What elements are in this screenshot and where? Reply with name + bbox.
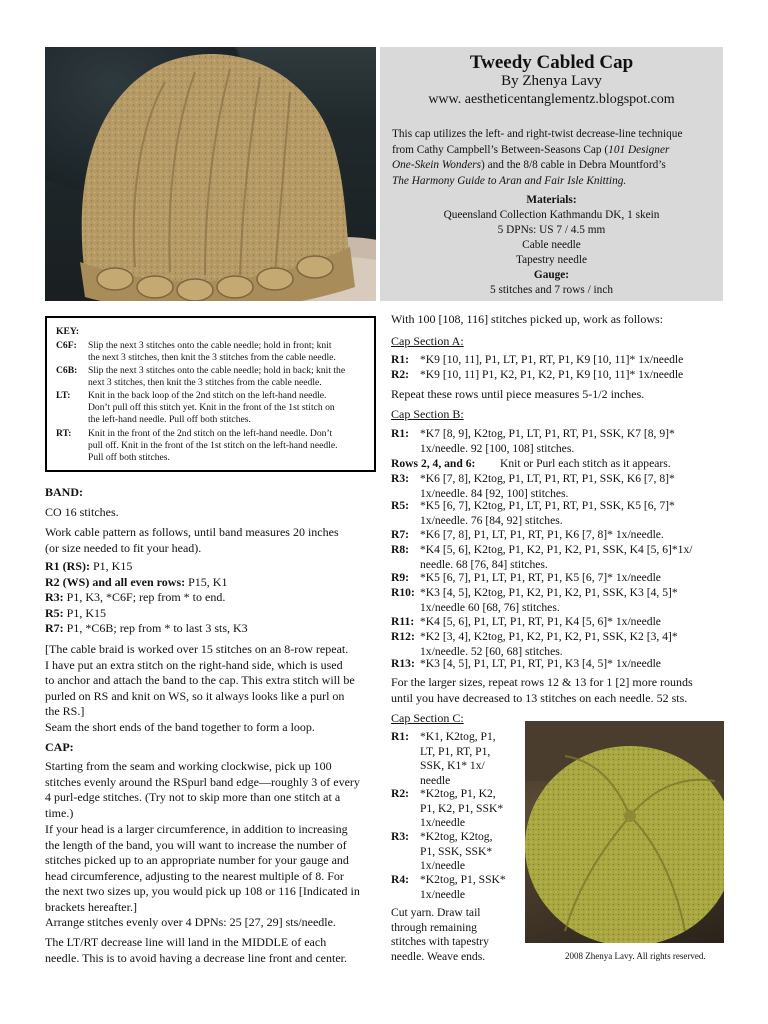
text-line: the next two sizes up, you would pick up 108 or 116 [Indicated in <box>45 884 360 898</box>
row-line: 1x/needle <box>420 887 466 901</box>
row-line: 1x/needle <box>420 816 466 829</box>
intro-book-title: One-Skein Wonders <box>392 159 481 171</box>
row-label: R5: <box>45 605 64 620</box>
blog-url[interactable]: www. aestheticentanglementz.blogspot.com <box>428 92 675 107</box>
row-text: Knit or Purl each stitch as it appears. <box>500 457 671 470</box>
intro-book-title: 101 Designer <box>608 143 670 156</box>
key-abbr: LT: <box>56 390 71 401</box>
row-text <box>420 787 520 831</box>
key-item-c6b <box>56 365 371 389</box>
row-text <box>420 471 675 501</box>
text-line: time.) <box>45 805 74 820</box>
row-text: P1, K15 <box>63 605 107 620</box>
row-line: *K2 [3, 4], K2tog, P1, K2, P1, K2, P1, SSK, K2 [3, 4]* <box>420 630 678 643</box>
row-label: R2: <box>391 787 410 800</box>
text-line: For the larger sizes, repeat rows 12 & 13 for 1 [2] more rounds <box>391 675 693 689</box>
material-item: 5 DPNs: US 7 / 4.5 mm <box>497 224 606 236</box>
row-label: R7: <box>391 528 410 541</box>
row-line: *K4 [5, 6], K2tog, P1, K2, P1, K2, P1, SSK, K4 [5, 6]*1x/ <box>420 543 693 556</box>
key-line: Slip the next 3 stitches onto the cable needle; hold in back; knit the <box>88 365 346 376</box>
band-note <box>45 642 378 720</box>
pattern-title: Tweedy Cabled Cap <box>469 52 634 73</box>
text-line: stitches picked up to an appropriate number for your gauge and <box>45 853 349 867</box>
key-line: Knit in the front of the 2nd stitch on the left-hand needle. Don’t <box>88 428 333 439</box>
row-text <box>420 498 675 528</box>
text-line: Cut yarn. Draw tail <box>391 906 481 919</box>
row-label: R1: <box>391 353 410 366</box>
row-text <box>420 585 678 615</box>
band-instructions <box>45 525 378 556</box>
finish-note <box>391 906 521 964</box>
row-line: SSK, K1* 1x/ <box>420 759 485 772</box>
row-label: R4: <box>391 873 410 886</box>
cap-photo-crown <box>525 721 724 943</box>
row-text: *K9 [10, 11] P1, K2, P1, K2, P1, K9 [10, 11]* 1x/needle <box>420 368 684 381</box>
row-line: P1, K2, P1, SSK* <box>420 801 504 815</box>
text-line: If your head is a larger circumference, in addition to increasing <box>45 822 348 836</box>
section-c-heading: Cap Section C: <box>391 711 464 725</box>
key-line: pull off. Knit in the front of the 1st stitch on the left-hand needle. <box>88 440 338 452</box>
text-line: until you have decreased to 13 stitches on each needle. 52 sts. <box>391 690 688 705</box>
cap-para-4 <box>45 935 378 966</box>
text-line: I have put an extra stitch on the right-hand side, which is used <box>45 657 343 672</box>
text-line: Starting from the seam and working clockwise, pick up 100 <box>45 759 332 773</box>
cap-side-illustration <box>45 47 376 301</box>
copyright-notice: 2008 Zhenya Lavy. All rights reserved. <box>565 951 706 961</box>
section-a-repeat: Repeat these rows until piece measures 5-1/2 inches. <box>391 387 645 401</box>
row-label: R2: <box>391 368 410 381</box>
band-row <box>45 575 378 591</box>
row-text <box>420 426 675 456</box>
gauge-value: 5 stitches and 7 rows / inch <box>490 284 613 296</box>
text-line: 4 purl-edge stitches. (Try not to skip more than one stitch at a <box>45 790 341 804</box>
intro-line <box>392 143 717 159</box>
text-line: stitches with tapestry <box>391 935 489 948</box>
material-item: Cable needle <box>522 239 581 251</box>
material-item: Tapestry needle <box>515 254 588 266</box>
pattern-info-box <box>380 47 723 301</box>
text-line: brackets hereafter.] <box>45 899 137 914</box>
cap-photo-side <box>45 47 376 301</box>
row-label: R1: <box>391 730 410 743</box>
row-text: *K5 [6, 7], P1, LT, P1, RT, P1, K5 [6, 7]* 1x/needle <box>420 571 661 584</box>
text-line: The LT/RT decrease line will land in the MIDDLE of each <box>45 935 327 949</box>
key-line: Pull off both stitches. <box>88 452 170 464</box>
text-line: head circumference, adjusting to the nearest multiple of 8. For <box>45 868 344 883</box>
text-line: purled on RS and knit on WS, so it always looks like a purl on <box>45 688 345 703</box>
key-abbr: RT: <box>56 428 72 439</box>
key-line: Knit in the back loop of the 2nd stitch on the left-hand needle. <box>88 390 327 401</box>
section-a-heading: Cap Section A: <box>391 334 464 348</box>
text-line: needle. This is to avoid having a decrease line front and center. <box>45 950 348 965</box>
row-label: R3: <box>45 590 64 604</box>
text-line: to anchor and attach the band to the cap. This extra stitch will be <box>45 673 355 687</box>
row-line: *K2tog, P1, SSK* <box>420 873 506 886</box>
key-line: next 3 stitches, then knit the 3 stitches from the cable needle. <box>88 377 322 389</box>
row-line: *K6 [7, 8], K2tog, P1, LT, P1, RT, P1, SSK, K6 [7, 8]* <box>420 472 675 485</box>
row-label: R7: <box>45 621 64 635</box>
band-row <box>45 621 378 637</box>
row-text: *K3 [4, 5], P1, LT, P1, RT, P1, K3 [4, 5]* 1x/needle <box>420 657 661 670</box>
text-line: the length of the band, you will want to increase the number of <box>45 837 347 852</box>
gauge-label: Gauge: <box>533 269 570 281</box>
materials-label: Materials: <box>526 194 577 206</box>
key-line: Don’t pull off this stitch yet. Knit in the front of the 1st stitch on <box>88 402 335 414</box>
row-line: 1x/needle. 52 [60, 68] stitches. <box>420 645 563 658</box>
text-line: needle. Weave ends. <box>391 949 486 963</box>
row-label: R8: <box>391 543 410 556</box>
key-label: KEY: <box>56 326 80 337</box>
band-co: CO 16 stitches. <box>45 505 119 519</box>
row-line: needle <box>420 773 451 787</box>
key-item-lt <box>56 390 371 427</box>
text-line: through remaining <box>391 920 477 934</box>
row-label: R5: <box>391 499 410 512</box>
row-text <box>420 830 520 874</box>
author-byline: By Zhenya Lavy <box>501 73 602 89</box>
material-item: Queensland Collection Kathmandu DK, 1 skein <box>443 209 660 221</box>
row-line: 1x/needle. 92 [100, 108] stitches. <box>420 442 575 455</box>
intro-line <box>392 174 717 190</box>
intro-line: This cap utilizes the left- and right-twist decrease-line technique <box>392 128 683 140</box>
text-line: Work cable pattern as follows, until band measures 20 inches <box>45 525 339 539</box>
band-row <box>45 559 378 575</box>
row-text: *K6 [7, 8], P1, LT, P1, RT, P1, K6 [7, 8]* 1x/needle. <box>420 528 664 541</box>
key-line: Slip the next 3 stitches onto the cable needle; hold in front; knit <box>88 340 332 351</box>
row-text: P1, *C6B; rep from * to last 3 sts, K3 <box>63 621 248 635</box>
row-text <box>420 629 678 659</box>
cap-crown-illustration <box>525 721 724 943</box>
cap-para-1 <box>45 759 378 821</box>
row-label: R1 (RS): <box>45 559 90 573</box>
row-line: 1x/needle. 84 [92, 100] stitches. <box>420 487 569 500</box>
key-line: the left-hand needle. Pull off both stitches. <box>88 414 251 426</box>
band-rows <box>45 559 378 637</box>
row-line: *K7 [8, 9], K2tog, P1, LT, P1, RT, P1, SSK, K7 [8, 9]* <box>420 427 675 440</box>
row-label: R13: <box>391 657 415 670</box>
larger-sizes-note <box>391 675 727 706</box>
row-line: P1, SSK, SSK* <box>420 844 493 858</box>
key-abbr: C6F: <box>56 340 77 351</box>
text-line: [The cable braid is worked over 15 stitches on an 8-row repeat. <box>45 642 349 656</box>
intro-paragraph <box>392 127 717 189</box>
intro-book-title: The Harmony Guide to Aran and Fair Isle Knitting. <box>392 174 627 187</box>
row-line: *K5 [6, 7], K2tog, P1, LT, P1, RT, P1, SSK, K5 [6, 7]* <box>420 499 675 512</box>
row-label: R3: <box>391 830 410 843</box>
text-line: (or size needed to fit your head). <box>45 540 202 555</box>
row-text: P1, K3, *C6F; rep from * to end. <box>63 590 226 604</box>
pickup-intro: With 100 [108, 116] stitches picked up, work as follows: <box>391 312 664 326</box>
key-item-rt <box>56 428 371 465</box>
key-line: the next 3 stitches, then knit the 3 stitches from the cable needle. <box>88 352 336 364</box>
cap-para-2 <box>45 822 378 915</box>
row-text: P1, K15 <box>90 559 133 573</box>
text-line: the RS.] <box>45 704 85 718</box>
section-b-heading: Cap Section B: <box>391 407 464 421</box>
band-seam: Seam the short ends of the band together to form a loop. <box>45 720 315 734</box>
cap-para-3: Arrange stitches evenly over 4 DPNs: 25 [27, 29] sts/needle. <box>45 915 336 929</box>
row-label: R12: <box>391 630 415 643</box>
text-line: stitches evenly around the RSpurl band edge—roughly 3 of every <box>45 774 360 789</box>
row-text <box>420 873 520 902</box>
row-text: *K4 [5, 6], P1, LT, P1, RT, P1, K4 [5, 6]* 1x/needle <box>420 615 661 628</box>
intro-text: from Cathy Campbell’s Between-Seasons Cap ( <box>392 143 609 156</box>
row-line: *K2tog, K2tog, <box>420 830 493 843</box>
row-line: 1x/needle 60 [68, 76] stitches. <box>420 601 560 614</box>
row-text: P15, K1 <box>185 574 228 589</box>
intro-text: ) and the 8/8 cable in Debra Mountford’s <box>481 159 666 171</box>
row-text: *K9 [10, 11], P1, LT, P1, RT, P1, K9 [10, 11]* 1x/needle <box>420 353 684 366</box>
row-line: *K2tog, P1, K2, <box>420 787 496 800</box>
band-row <box>45 606 378 622</box>
row-line: 1x/needle <box>420 859 466 872</box>
row-label: R9: <box>391 571 410 584</box>
row-text <box>420 542 692 572</box>
row-label: R3: <box>391 472 410 485</box>
row-line: LT, P1, RT, P1, <box>420 744 491 758</box>
key-box <box>45 316 376 472</box>
row-line: *K3 [4, 5], K2tog, P1, K2, P1, K2, P1, SSK, K3 [4, 5]* <box>420 586 678 599</box>
row-label: Rows 2, 4, and 6: <box>391 457 476 470</box>
row-line: 1x/needle. 76 [84, 92] stitches. <box>420 514 563 527</box>
row-label: R11: <box>391 615 415 628</box>
row-text <box>420 730 520 788</box>
band-heading: BAND: <box>45 485 83 499</box>
band-row <box>45 590 378 606</box>
cap-heading: CAP: <box>45 740 74 754</box>
row-label: R10: <box>391 586 415 599</box>
row-line: needle. 68 [76, 84] stitches. <box>420 558 548 571</box>
intro-line <box>392 158 717 174</box>
row-line: *K1, K2tog, P1, <box>420 730 496 743</box>
row-label: R2 (WS) and all even rows: <box>45 574 186 589</box>
key-item-c6f <box>56 340 371 364</box>
key-abbr: C6B: <box>56 365 78 376</box>
row-label: R1: <box>391 427 410 440</box>
